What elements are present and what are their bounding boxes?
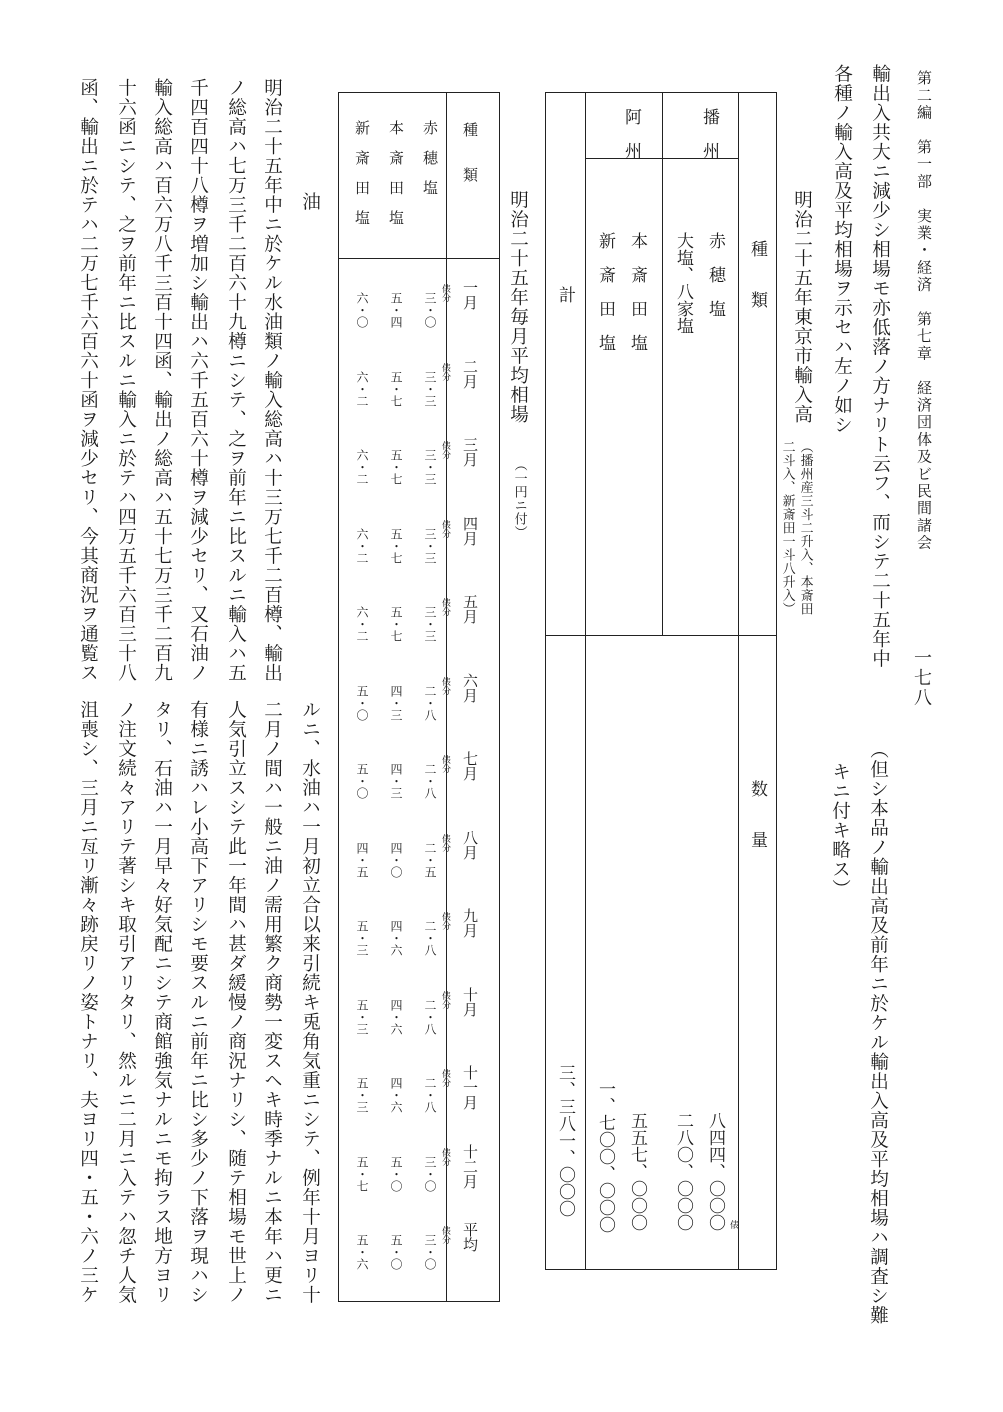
table1-total-label: 計 <box>555 286 575 303</box>
table1-group-ashu: 阿 州 <box>621 108 641 159</box>
table2-month-header: 十二月 <box>461 1143 479 1189</box>
oil-line: 有様ニ誘ハレ小高下アリシモ要スルニ前年ニ比シ多少ノ下落ヲ現ハシ <box>187 700 209 1305</box>
table2-unit-label: 俵分 <box>440 676 450 695</box>
table2-value: 二・五 <box>423 841 437 878</box>
table2-value: 五・三 <box>355 998 369 1035</box>
table2-row-kind: 本 斎 田 塩 <box>387 120 405 225</box>
table2-month-header: 六月 <box>461 672 479 703</box>
oil-line: ノ注文続々アリテ著シキ取引アリタリ、然ルニ二月ニ入テハ忽チ人気 <box>115 700 137 1305</box>
table2-month-header: 四月 <box>461 515 479 546</box>
oil-line: 人気引立スシテ此一年間ハ甚ダ緩慢ノ商況ナリシ、随テ相場モ世上ノ <box>225 700 247 1305</box>
table2-month-header: 三月 <box>461 437 479 467</box>
table1-title-note-1: （播州産三斗二升入、本斎田 <box>797 440 813 616</box>
oil-line: 十六函ニシテ、之ヲ前年ニ比スルニ輸入ニ於テハ四万五千六百三十八 <box>115 78 137 683</box>
table2-unit-label: 俵分 <box>440 598 450 616</box>
oil-line: 輸入総高ハ百六万八千三百十四函、輸出ノ総高ハ五十七万三千二百九 <box>151 78 173 683</box>
intro-line-2: 各種ノ輸入高及平均相場ヲ示セハ左ノ如シ <box>831 64 853 435</box>
page-number: 一七八 <box>911 648 932 708</box>
table2-value: 五・七 <box>389 527 403 564</box>
note-line-1: （但シ本品ノ輸出高及前年ニ於ケル輸出入高及平均相場ハ調査シ難 <box>867 740 889 1325</box>
table2-unit-label: 俵分 <box>440 362 450 381</box>
table1-group-banshu: 播 州 <box>699 108 719 159</box>
oil-line: 千四百四十八樽ヲ増加シ輸出ハ六千五百六十樽ヲ減少セリ、又石油ノ <box>187 78 209 683</box>
table1-row-kind: 赤 穂 塩 <box>705 232 725 317</box>
table2-title: 明治二十五年毎月平均相場 <box>507 190 529 424</box>
table2-month-header: 九月 <box>461 908 479 938</box>
intro-line-1: 輸出入共大ニ減少シ相場モ亦低落ノ方ナリト云フ、而シテ二十五年中 <box>869 64 891 669</box>
table2-title-note: （一円ニ付） <box>511 458 527 539</box>
table2-month-header: 八月 <box>461 829 479 860</box>
table2-month-header: 十月 <box>461 986 479 1017</box>
table2-unit-label: 俵分 <box>440 1069 450 1087</box>
oil-line: 二月ノ間ハ一般ニ油ノ需用繁ク商勢一変スヘキ時季ナルニ本年ハ更ニ <box>261 700 283 1305</box>
table2-value: 三・〇 <box>423 292 437 328</box>
table2-unit-label: 俵分 <box>440 755 450 773</box>
table2-unit-label: 俵分 <box>440 441 450 459</box>
table2-unit-label: 俵分 <box>440 833 450 852</box>
oil-line: ルニ、水油ハ一月初立合以来引続キ兎角気重ニシテ、例年十月ヨリ十 <box>299 700 321 1305</box>
table2-value: 五・〇 <box>389 1234 403 1270</box>
table2-value: 三・三 <box>423 527 437 564</box>
table2-month-header: 七月 <box>461 751 479 781</box>
table2-month-header: 一月 <box>461 280 479 310</box>
table2-value: 三・〇 <box>423 1155 437 1192</box>
table2-month-header: 平均 <box>461 1222 479 1252</box>
table2-value: 二・八 <box>423 920 437 956</box>
table2-value: 二・八 <box>423 684 437 721</box>
table2-value: 五・三 <box>355 920 369 956</box>
table1-row-kind: 大塩、八家塩 <box>673 232 693 334</box>
table2-month-header: 五月 <box>461 594 479 624</box>
table2-header-kind: 種 類 <box>461 122 479 182</box>
table2-value: 三・三 <box>423 449 437 485</box>
table2-unit-label: 俵分 <box>440 990 450 1009</box>
table2-row-kind: 赤 穂 塩 <box>421 120 439 195</box>
table2-unit-label: 俵分 <box>440 284 450 302</box>
table2-value: 四・三 <box>389 763 403 799</box>
table1-row-qty: 五五七、〇〇〇 <box>627 1112 647 1231</box>
table2-value: 四・〇 <box>389 841 403 878</box>
table1-row-qty: 一、七〇〇、〇〇〇 <box>595 1080 615 1233</box>
table2-month-header: 十一月 <box>461 1065 479 1110</box>
note-line-2: キニ付キ略ス） <box>829 762 851 899</box>
table2-unit-label: 俵分 <box>440 519 450 538</box>
table2-value: 三・三 <box>423 370 437 407</box>
table1-title: 明治二十五年東京市輸入高 <box>791 190 813 424</box>
table2-value: 三・三 <box>423 606 437 642</box>
table2-value: 五・七 <box>389 606 403 642</box>
running-header: 第二編 第一部 実業・経済 第七章 経済団体及ビ民間諸会 <box>915 70 933 552</box>
table2-value: 四・六 <box>389 998 403 1035</box>
table1-row-unit: 俵 <box>728 1220 738 1229</box>
table1-row-qty: 二八〇、〇〇〇 <box>673 1112 693 1231</box>
table1-row-kind: 新 斎 田 塩 <box>595 232 615 351</box>
table2-month-header: 二月 <box>461 358 479 389</box>
table2-value: 六・二 <box>355 606 369 642</box>
table2-value: 五・〇 <box>355 763 369 799</box>
table2-value: 二・八 <box>423 763 437 799</box>
table2-value: 六・二 <box>355 449 369 485</box>
table1-row-qty: 八四四、〇〇〇 <box>705 1112 725 1231</box>
table2-value: 二・八 <box>423 1077 437 1113</box>
table1-header-kind: 種 類 <box>747 240 767 308</box>
oil-line: 明治二十五年中ニ於ケル水油類ノ輸入総高ハ十三万七千二百樽、輸出 <box>261 78 283 683</box>
oil-line: タリ、石油ハ一月早々好気配ニシテ商館強気ナルニモ拘ラス地方ヨリ <box>151 700 173 1305</box>
table2-value: 三・〇 <box>423 1234 437 1270</box>
oil-line: ノ総高ハ七万三千二百六十九樽ニシテ、之ヲ前年ニ比スルニ輸入ハ五 <box>225 78 247 683</box>
table2-value: 四・五 <box>355 841 369 878</box>
table2-value: 五・四 <box>389 292 403 328</box>
table2-value: 四・三 <box>389 684 403 721</box>
table2-unit-label: 俵分 <box>440 1226 450 1244</box>
table2-value: 五・七 <box>389 449 403 485</box>
table1-row-kind: 本 斎 田 塩 <box>627 232 647 351</box>
table2-value: 六・〇 <box>355 292 369 328</box>
table2-value: 四・六 <box>389 1077 403 1113</box>
oil-line: 函、輸出ニ於テハ二万七千六百六十函ヲ減少セリ、今其商況ヲ通覧ス <box>77 78 99 683</box>
oil-heading: 油 <box>299 192 321 212</box>
table2-unit-label: 俵分 <box>440 1147 450 1166</box>
table2-value: 五・七 <box>389 370 403 407</box>
table1-title-note-2: 二斗入、新斎田一斗八升入） <box>779 440 795 616</box>
oil-line: 沮喪シ、三月ニ亙リ漸々跡戻リノ姿トナリ、夫ヨリ四・五・六ノ三ケ <box>77 700 99 1305</box>
table2-value: 六・二 <box>355 370 369 407</box>
table2-value: 二・八 <box>423 998 437 1035</box>
table2-value: 五・六 <box>355 1234 369 1270</box>
table1-total-qty: 三、三八一、〇〇〇 <box>555 1064 575 1217</box>
table2-value: 五・〇 <box>389 1155 403 1192</box>
table2-value: 五・〇 <box>355 684 369 721</box>
table2-value: 六・二 <box>355 527 369 564</box>
table1-header-qty: 数 量 <box>747 780 767 848</box>
table2-row-kind: 新 斎 田 塩 <box>353 120 371 225</box>
table2-value: 五・三 <box>355 1077 369 1113</box>
table2-value: 五・七 <box>355 1155 369 1192</box>
table2-unit-label: 俵分 <box>440 912 450 930</box>
table2-value: 四・六 <box>389 920 403 956</box>
